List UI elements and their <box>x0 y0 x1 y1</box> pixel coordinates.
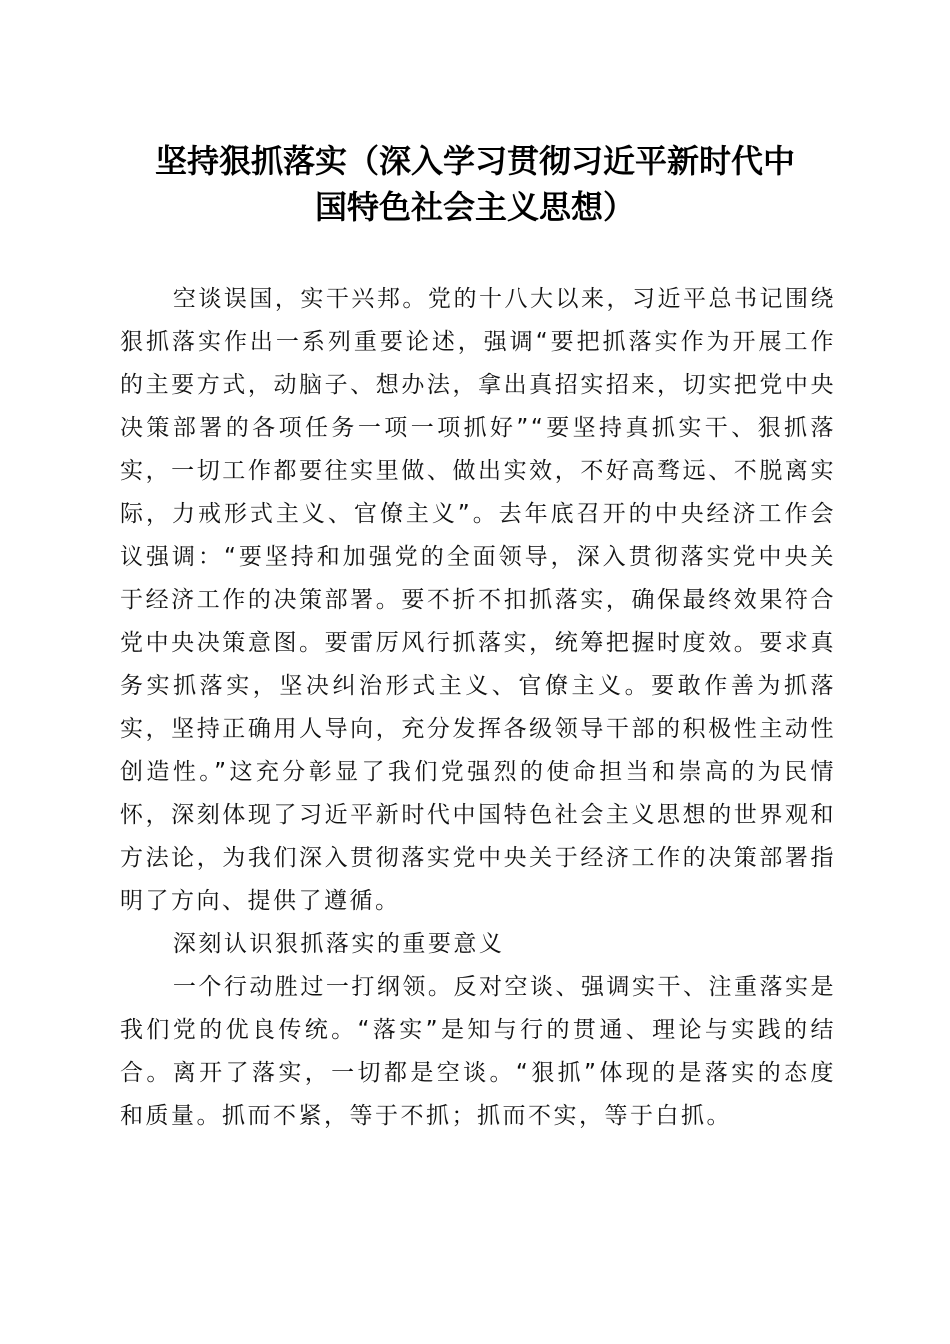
title-line-1: 坚持狠抓落实（深入学习贯彻习近平新时代中 <box>154 142 795 180</box>
paragraph-section-1: 一个行动胜过一打纲领。反对空谈、强调实干、注重落实是我们党的优良传统。“落实”是知与行的贯通、理论与实践的结合。离开了落实，一切都是空谈。“狠抓”体现的是落实的态度和质量。抓而不紧，等于不抓；抓而不实，等于白抓。 <box>120 974 836 1129</box>
section-heading: 深刻认识狠抓落实的重要意义 <box>172 931 505 957</box>
document-body <box>120 278 836 1138</box>
document-title <box>100 138 850 230</box>
title-line-2: 国特色社会主义思想） <box>314 188 635 226</box>
paragraph-intro: 空谈误国，实干兴邦。党的十八大以来，习近平总书记围绕狠抓落实作出一系列重要论述，强调“要把抓落实作为开展工作的主要方式，动脑子、想办法，拿出真招实招来，切实把党中央决策部署的各项任务一项一项抓好”“要坚持真抓实干、狠抓落实，一切工作都要往实里做、做出实效，不好高骛远、不脱离实际，力戒形式主义、官僚主义”。去年底召开的中央经济工作会议强调：“要坚持和加强党的全面领导，深入贯彻落实党中央关于经济工作的决策部署。要不折不扣抓落实，确保最终效果符合党中央决策意图。要雷厉风行抓落实，统筹把握时度效。要求真务实抓落实，坚决纠治形式主义、官僚主义。要敢作善为抓落实，坚持正确用人导向，充分发挥各级领导干部的积极性主动性创造性。”这充分彰显了我们党强烈的使命担当和崇高的为民情怀，深刻体现了习近平新时代中国特色社会主义思想的世界观和方法论，为我们深入贯彻落实党中央关于经济工作的决策部署指明了方向、提供了遵循。 <box>120 286 836 914</box>
